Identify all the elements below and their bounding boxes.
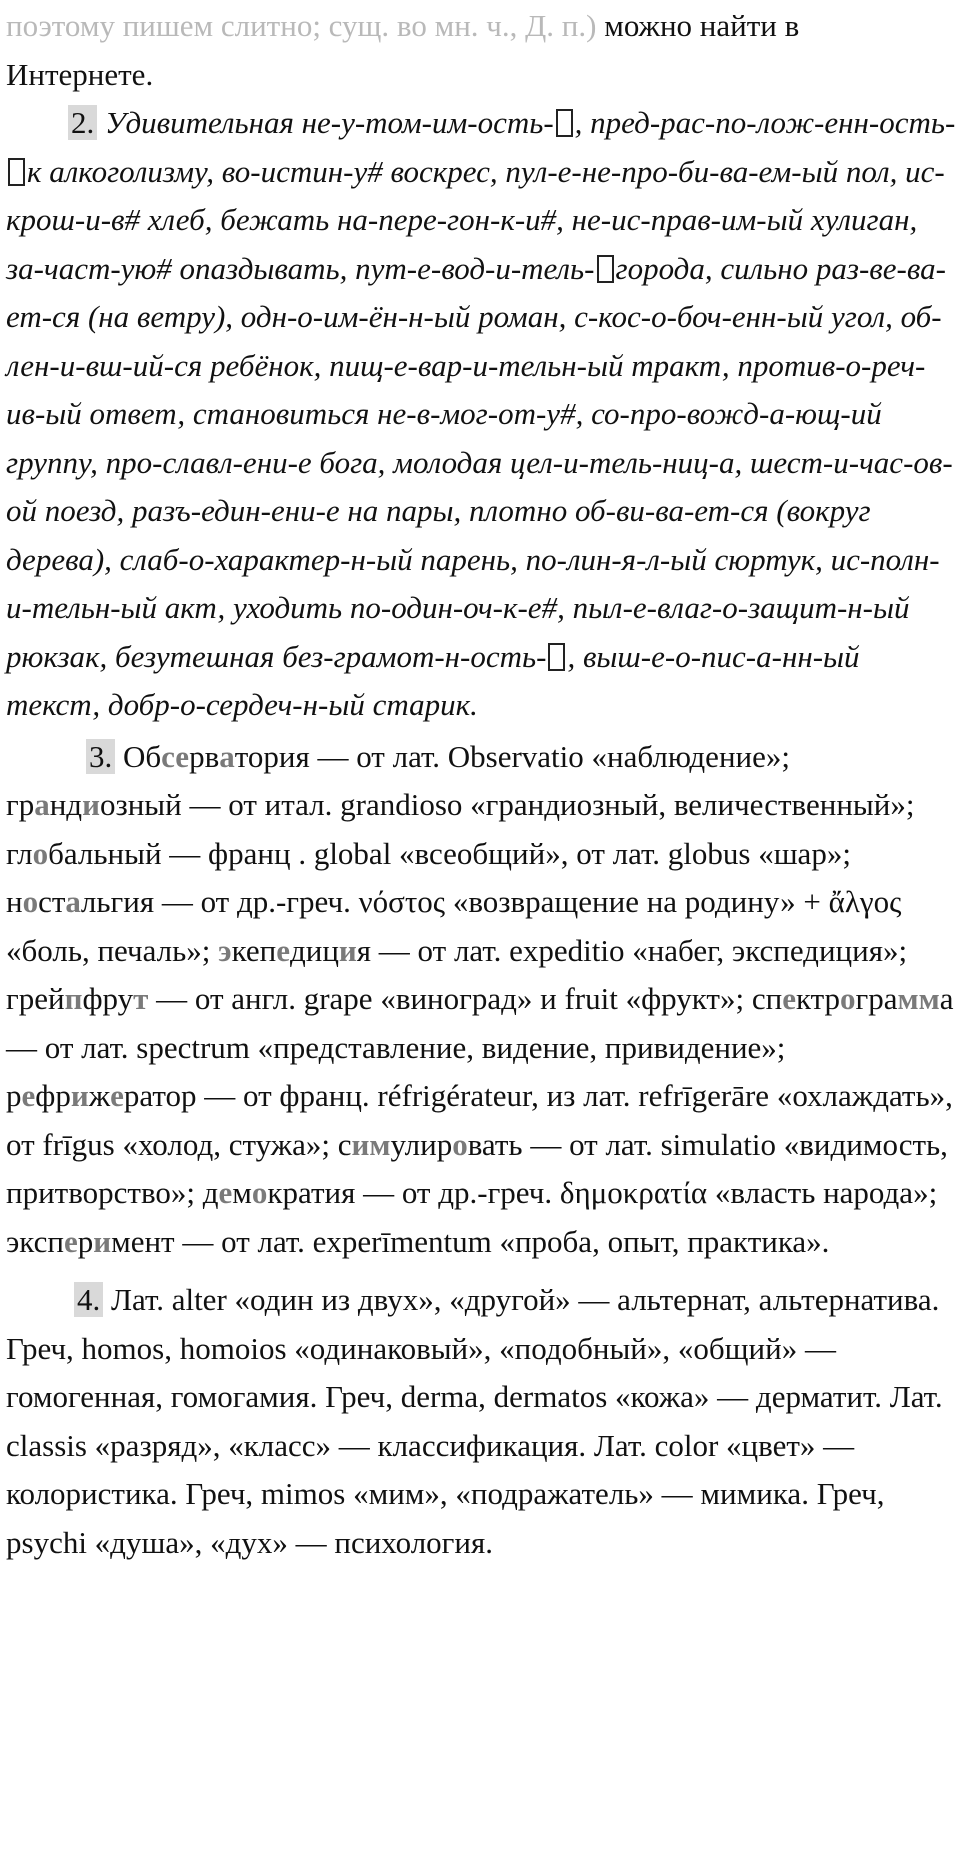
highlighted-letter: т bbox=[133, 981, 149, 1016]
intro-text: можно найти в bbox=[596, 8, 800, 43]
intro-paragraph bbox=[6, 2, 956, 99]
task-3-run: Об bbox=[115, 738, 162, 774]
task-2-segment: Удивительная не-у-том-им-ость- bbox=[97, 105, 554, 140]
task-3-run: ж bbox=[88, 1078, 111, 1113]
highlighted-letter: и bbox=[93, 1223, 112, 1259]
task-4-text: Лат. alter «один из двух», «другой» — альтернат, альтернатива. Греч, homos, homoios «одинаковый», «подобный», «общий» — гомогенная, гомогамия. Греч, derma, dermatos «кожа» — дерматит. Лат. classis «разряд», «класс» — классификация. Лат. color «цвет» — колористика. Греч, mimos «мим», «подражатель» — мимика. Греч, psychi «душа», «дух» — психология. bbox=[6, 1282, 943, 1560]
task-3-run: ст bbox=[38, 884, 66, 919]
task-3-run: фру bbox=[82, 981, 134, 1016]
task-2-segment: к алкоголизму, во-истин-у# воскрес, пул-е-не-про-би-ва-ем-ый пол, ис-крош-и-в# хлеб, бежать на-пере-гон-к-и#, не-ис-прав-им-ый хулиган, за-част-ую# опаздывать, пут-е-вод-и-тель- bbox=[6, 153, 945, 286]
highlighted-letter: е bbox=[782, 981, 796, 1016]
task-3-run: — от англ. grape «виноград» и fruit «фрукт»; сп bbox=[148, 981, 783, 1016]
task-3-run: рв bbox=[189, 738, 220, 774]
task-3-run: р bbox=[77, 1223, 94, 1259]
highlighted-letter: им bbox=[351, 1126, 391, 1162]
task-3-run: гра bbox=[855, 981, 898, 1016]
highlighted-letter: е bbox=[110, 1078, 124, 1113]
task-3-run: озный — от итал. grandioso «грандиозный, величественный»; гл bbox=[6, 787, 915, 871]
task-2-segment: города, сильно раз-ве-ва-ет-ся (на ветру), одн-о-им-ён-н-ый роман, с-кос-о-боч-енн-ый угол, об-лен-и-вш-ий-ся ребёнок, пищ-е-вар-и-тельн-ый тракт, против-о-реч-ив-ый ответ, становиться не-в-мог-от-у#, со-про-вожд-а-ющ-ий группу, про-славл-ени-е бога, молодая цел-и-тель-ниц-а, шест-и-час-ов-ой поезд, разъ-един-ени-е на пары, плотно об-ви-ва-ет-ся (вокруг дерева), слаб-о-характер-н-ый парень, по-лин-я-л-ый сюртук, ис-полн-и-тельн-ый акт, уходить по-один-оч-к-е#, пыл-е-влаг-о-защит-н-ый рюкзак, безутешная без-грамот-н-ость- bbox=[6, 250, 953, 674]
task-3-run: ратор — от франц. réfrigérateur, из лат. refrīgerāre «охлаждать», от frīgus «холод, стужа»; с bbox=[6, 1078, 953, 1162]
highlighted-letter: и bbox=[82, 787, 100, 822]
task-3-paragraph bbox=[6, 733, 956, 1267]
task-3-run: ктр bbox=[795, 981, 841, 1016]
intro-text-continued: Интернете. bbox=[6, 56, 154, 92]
empty-ending-box-icon bbox=[8, 158, 25, 186]
task-3-run: кратия — от др.-греч. δημοκρατία «власть народа»; эксп bbox=[6, 1175, 938, 1259]
task-3-run: вать — от лат. simulatio «видимость, притворство»; д bbox=[6, 1126, 948, 1210]
highlighted-letter: се bbox=[161, 738, 190, 774]
highlighted-letter: е bbox=[63, 1223, 78, 1259]
task-2-number: 2. bbox=[68, 105, 97, 140]
task-2-segment: , пред-рас-по-лож-енн-ость- bbox=[574, 105, 956, 140]
task-3-run: диц bbox=[289, 932, 339, 968]
task-3-run: мент — от лат. experīmentum «проба, опыт, практика». bbox=[111, 1223, 830, 1259]
task-3-number: 3. bbox=[86, 739, 115, 774]
task-3-run: фр bbox=[35, 1078, 71, 1113]
highlighted-letter: е bbox=[21, 1078, 36, 1113]
highlighted-letter: о bbox=[452, 1126, 468, 1162]
highlighted-letter: мм bbox=[897, 981, 940, 1016]
task-3-run: нд bbox=[49, 787, 83, 822]
highlighted-letter: о bbox=[22, 884, 39, 919]
highlighted-letter: а bbox=[34, 787, 50, 822]
document-page bbox=[0, 2, 960, 1865]
empty-ending-box-icon bbox=[597, 255, 614, 283]
task-3-run: м bbox=[232, 1175, 252, 1210]
empty-ending-box-icon bbox=[556, 109, 573, 137]
highlighted-letter: о bbox=[840, 981, 856, 1016]
task-4-paragraph bbox=[6, 1276, 956, 1567]
highlighted-letter: э bbox=[218, 932, 232, 968]
task-3-run: а — от лат. spectrum «представление, видение, привидение»; р bbox=[6, 981, 954, 1113]
highlighted-letter: и bbox=[70, 1078, 89, 1113]
task-2-segment: , выш-е-о-пис-а-нн-ый текст, добр-о-сердеч-н-ый старик. bbox=[6, 638, 860, 722]
intro-faded-text: поэтому пишем слитно; сущ. во мн. ч., Д. п.) bbox=[6, 8, 597, 43]
highlighted-letter: а bbox=[65, 884, 81, 919]
highlighted-letter: а bbox=[219, 738, 235, 774]
task-3-run: улир bbox=[390, 1126, 453, 1162]
empty-ending-box-icon bbox=[548, 643, 565, 671]
highlighted-letter: е bbox=[218, 1175, 233, 1210]
highlighted-letter: и bbox=[338, 932, 357, 968]
task-3-run: льгия — от др.-греч. νόστος «возвращение на родину» + ἄλγος «боль, печаль»; bbox=[6, 884, 902, 968]
task-3-run: кеп bbox=[231, 932, 277, 968]
highlighted-letter: о bbox=[32, 835, 49, 871]
highlighted-letter: е bbox=[276, 932, 290, 968]
task-3-text bbox=[6, 739, 954, 1259]
task-3-run: я — от лат. expeditio «набег, экспедиция»; грей bbox=[6, 932, 908, 1016]
highlighted-letter: п bbox=[64, 981, 83, 1016]
task-4-number: 4. bbox=[74, 1282, 103, 1317]
highlighted-letter: о bbox=[251, 1175, 268, 1210]
task-3-run: бальный — франц . global «всеобщий», от лат. globus «шар»; н bbox=[6, 835, 851, 919]
task-3-run: тория — от лат. Observatio «наблюдение»; гр bbox=[6, 738, 790, 822]
task-2-paragraph bbox=[6, 99, 956, 730]
